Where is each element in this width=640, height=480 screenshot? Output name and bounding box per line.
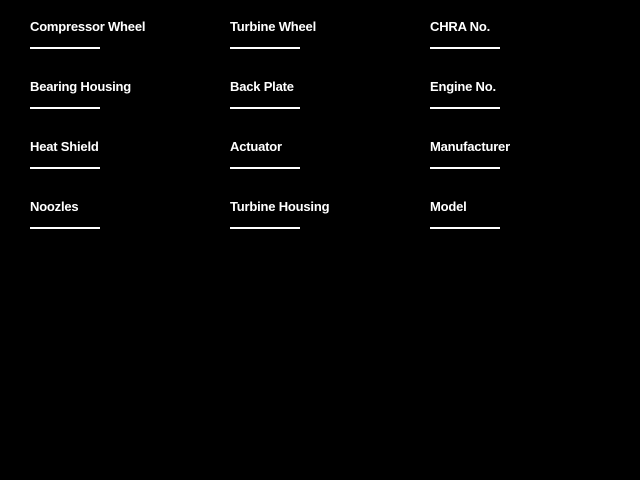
field-label-actuator: Actuator: [230, 139, 282, 154]
field-label-turbine-housing: Turbine Housing: [230, 199, 330, 214]
field-group-manufacturer: [430, 139, 630, 199]
field-input-back-plate[interactable]: [230, 94, 300, 109]
field-group-noozles: [30, 199, 230, 259]
field-input-chra-no[interactable]: [430, 34, 500, 49]
field-label-bearing-housing: Bearing Housing: [30, 79, 132, 94]
field-label-turbine-wheel: Turbine Wheel: [230, 19, 316, 34]
field-input-bearing-housing[interactable]: [30, 94, 100, 109]
field-input-noozles[interactable]: [30, 214, 100, 229]
field-label-heat-shield: Heat Shield: [30, 139, 99, 154]
field-input-actuator[interactable]: [230, 154, 300, 169]
field-label-compressor-wheel: Compressor Wheel: [30, 19, 146, 34]
field-input-turbine-housing[interactable]: [230, 214, 300, 229]
field-input-compressor-wheel[interactable]: [30, 34, 100, 49]
field-input-engine-no[interactable]: [430, 94, 500, 109]
field-group-bearing-housing: [30, 79, 230, 139]
parts-form: [30, 19, 630, 259]
field-input-heat-shield[interactable]: [30, 154, 100, 169]
field-group-engine-no: [430, 79, 630, 139]
field-label-back-plate: Back Plate: [230, 79, 294, 94]
field-group-actuator: [230, 139, 430, 199]
field-group-heat-shield: [30, 139, 230, 199]
field-label-manufacturer: Manufacturer: [430, 139, 510, 154]
field-group-back-plate: [230, 79, 430, 139]
field-group-turbine-housing: [230, 199, 430, 259]
field-input-model[interactable]: [430, 214, 500, 229]
field-label-engine-no: Engine No.: [430, 79, 496, 94]
field-input-turbine-wheel[interactable]: [230, 34, 300, 49]
field-group-chra-no: [430, 19, 630, 79]
field-label-noozles: Noozles: [30, 199, 79, 214]
field-label-model: Model: [430, 199, 467, 214]
field-input-manufacturer[interactable]: [430, 154, 500, 169]
field-group-compressor-wheel: [30, 19, 230, 79]
field-group-model: [430, 199, 630, 259]
field-label-chra-no: CHRA No.: [430, 19, 491, 34]
field-group-turbine-wheel: [230, 19, 430, 79]
